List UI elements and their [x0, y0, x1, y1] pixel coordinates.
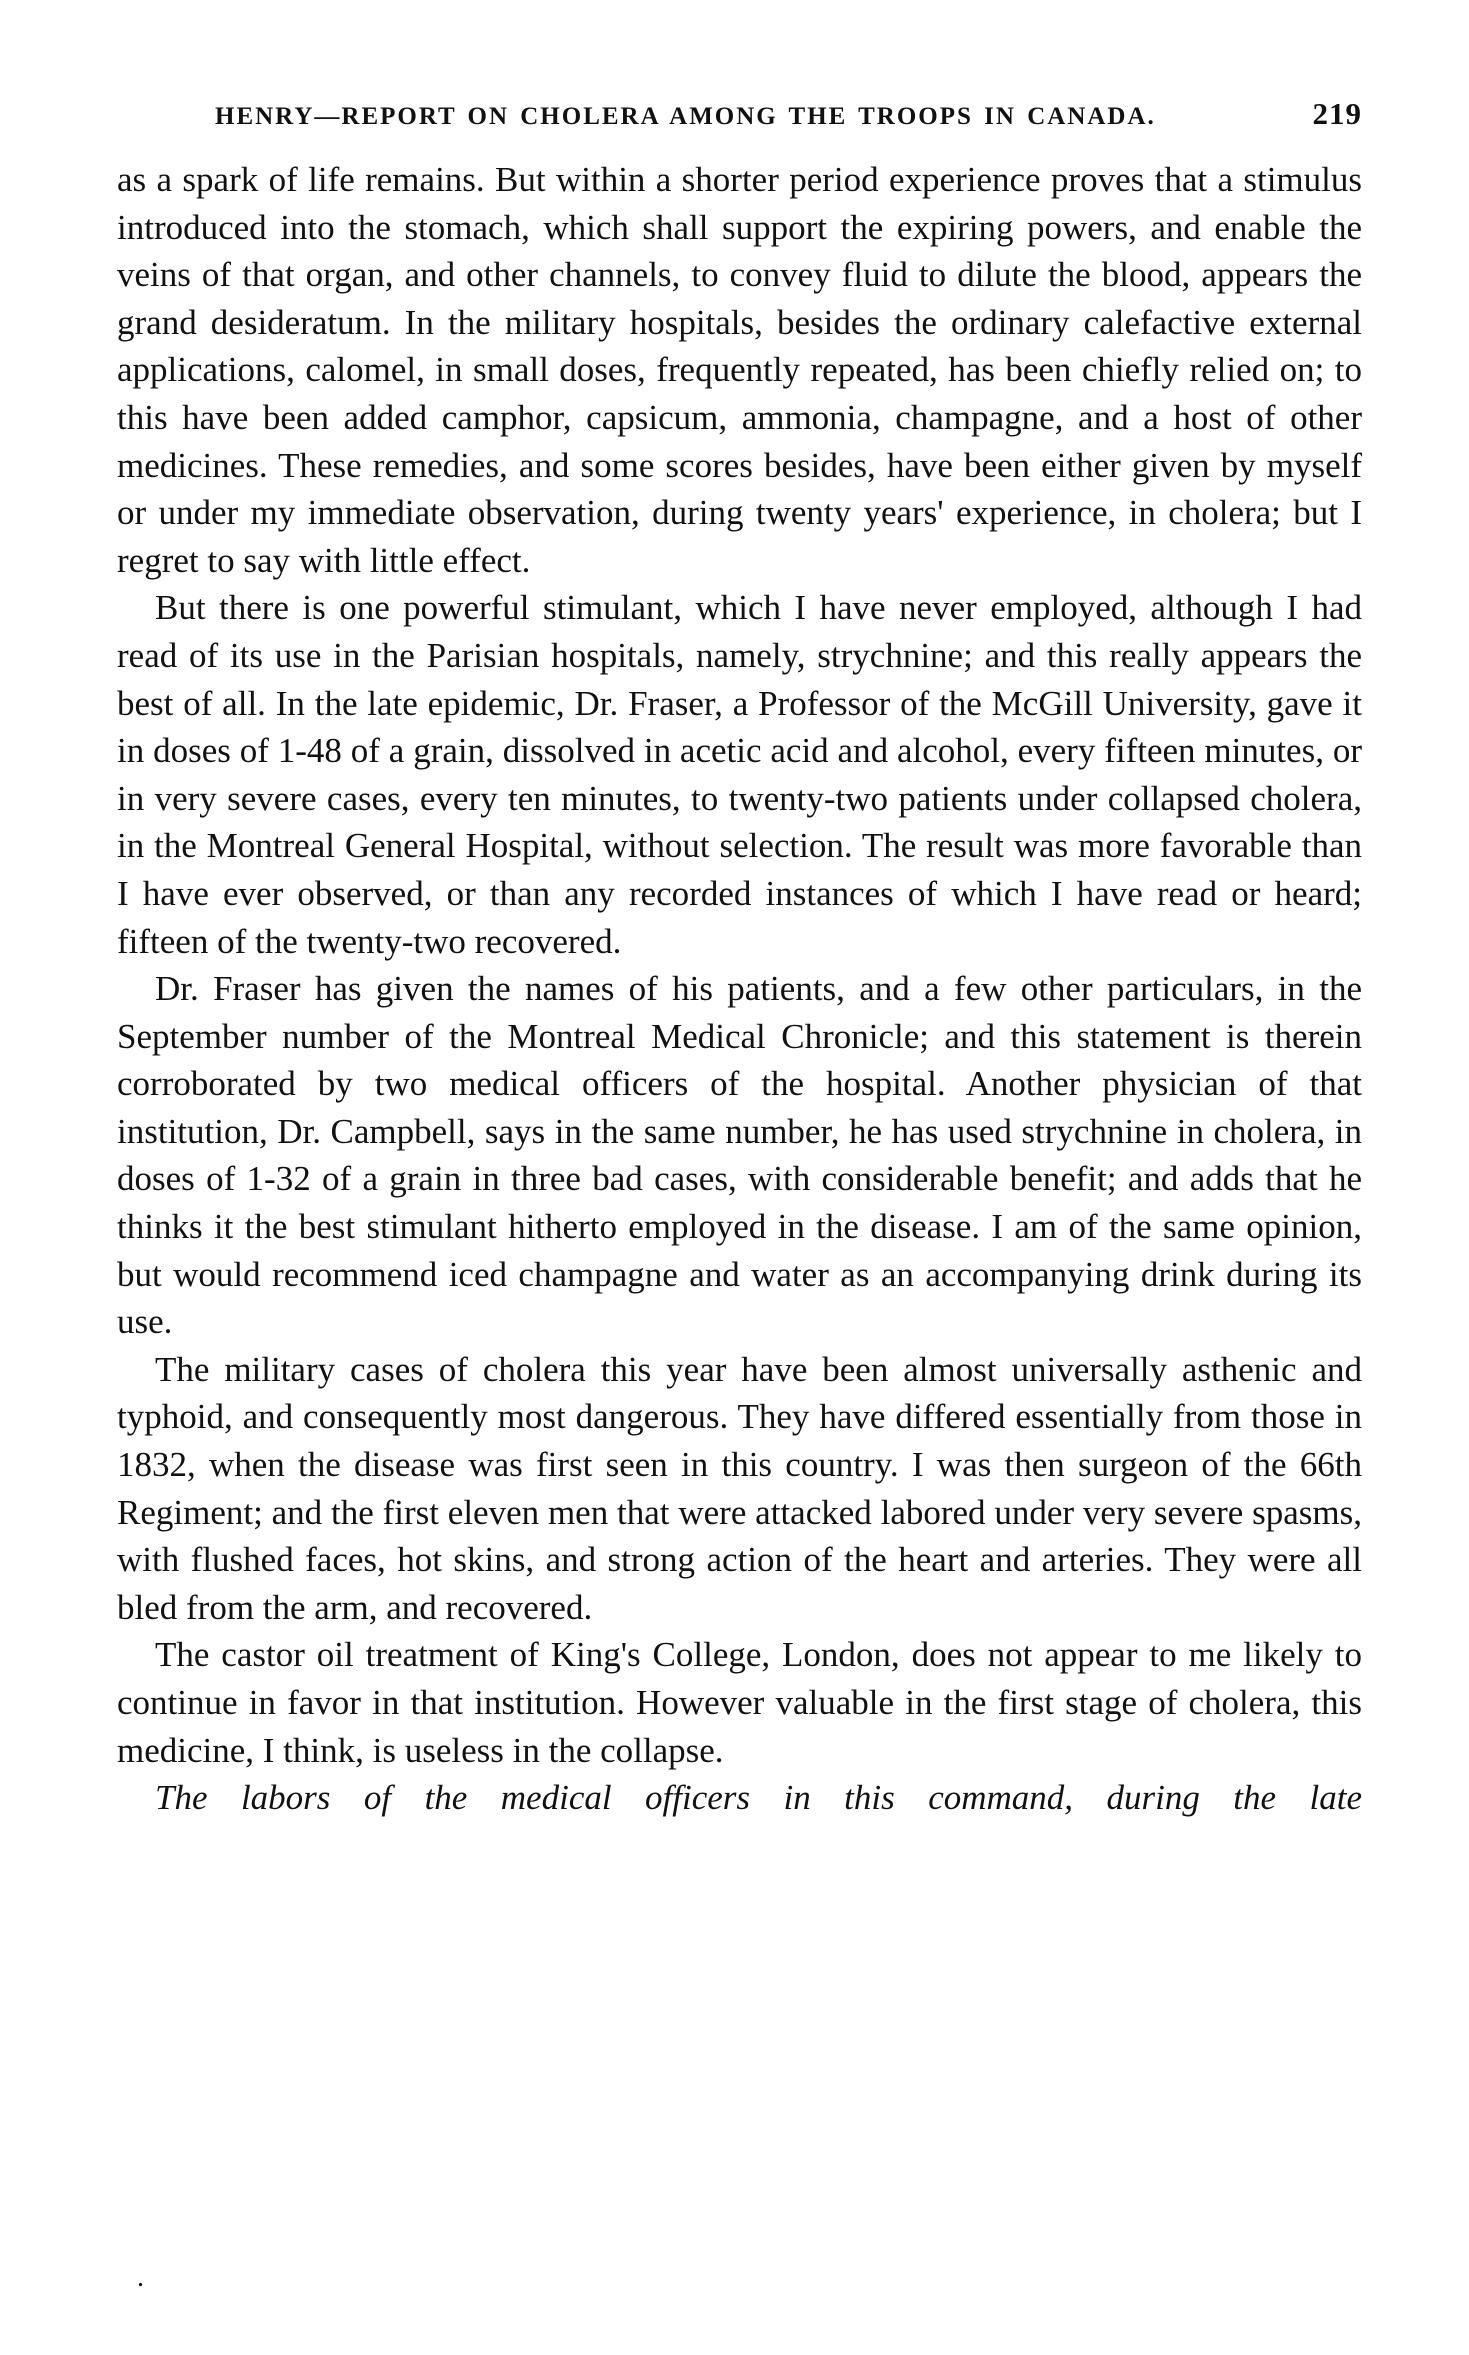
paragraph-6: The labors of the medical officers in this command, during the late	[155, 1778, 1362, 1818]
document-page	[117, 96, 1362, 1822]
paragraph-2: But there is one powerful stimulant, which I have never employed, although I had read of its use in the Parisian hospitals, namely, strychnine; and this really appears the best of all. In the late epidemic, Dr. Fraser, a Professor of the McGill University, gave it in doses of 1-48 of a grain, dissolved in acetic acid and alcohol, every fifteen minutes, or in very severe cases, every ten minutes, to twenty-two patients under collapsed cholera, in the Montreal General Hospital, without selection. The result was more favorable than I have ever observed, or than any recorded instances of which I have read or heard; fifteen of the twenty-two recovered.	[117, 588, 1362, 961]
paragraph-4: The military cases of cholera this year have been almost universally asthenic and typhoid, and consequently most dangerous. They have differed essentially from those in 1832, when the disease was first seen in this country. I was then surgeon of the 66th Regiment; and the first eleven men that were attacked labored under very severe spasms, with flushed faces, hot skins, and strong action of the heart and arteries. They were all bled from the arm, and recovered.	[117, 1349, 1362, 1627]
page-number: 219	[1312, 96, 1362, 131]
paragraph-5: The castor oil treatment of King's College, London, does not appear to me likely to continue in favor in that institution. However valuable in the first stage of cholera, this medicine, I think, is useless in the collapse.	[117, 1635, 1362, 1770]
footer-mark: .	[137, 2262, 144, 2293]
running-title: HENRY—REPORT ON CHOLERA AMONG THE TROOPS IN CANADA.	[215, 103, 1156, 130]
page-header	[117, 96, 1362, 132]
paragraph-3: Dr. Fraser has given the names of his patients, and a few other particulars, in the September number of the Montreal Medical Chronicle; and this statement is therein corroborated by two medical officers of the hospital. Another physician of that institution, Dr. Campbell, says in the same number, he has used strychnine in cholera, in doses of 1-32 of a grain in three bad cases, with considerable benefit; and adds that he thinks it the best stimulant hitherto employed in the disease. I am of the same opinion, but would recommend iced champagne and water as an accompanying drink during its use.	[117, 969, 1362, 1342]
paragraph-1: as a spark of life remains. But within a shorter period experience proves that a stimulus introduced into the stomach, which shall support the expiring powers, and enable the veins of that organ, and other channels, to convey fluid to dilute the blood, appears the grand desideratum. In the military hospitals, besides the ordinary calefactive external applications, calomel, in small doses, frequently repeated, has been chiefly relied on; to this have been added camphor, capsicum, ammonia, champagne, and a host of other medicines. These remedies, and some scores besides, have been either given by myself or under my immediate observation, during twenty years' experience, in cholera; but I regret to say with little effect.	[117, 160, 1362, 580]
